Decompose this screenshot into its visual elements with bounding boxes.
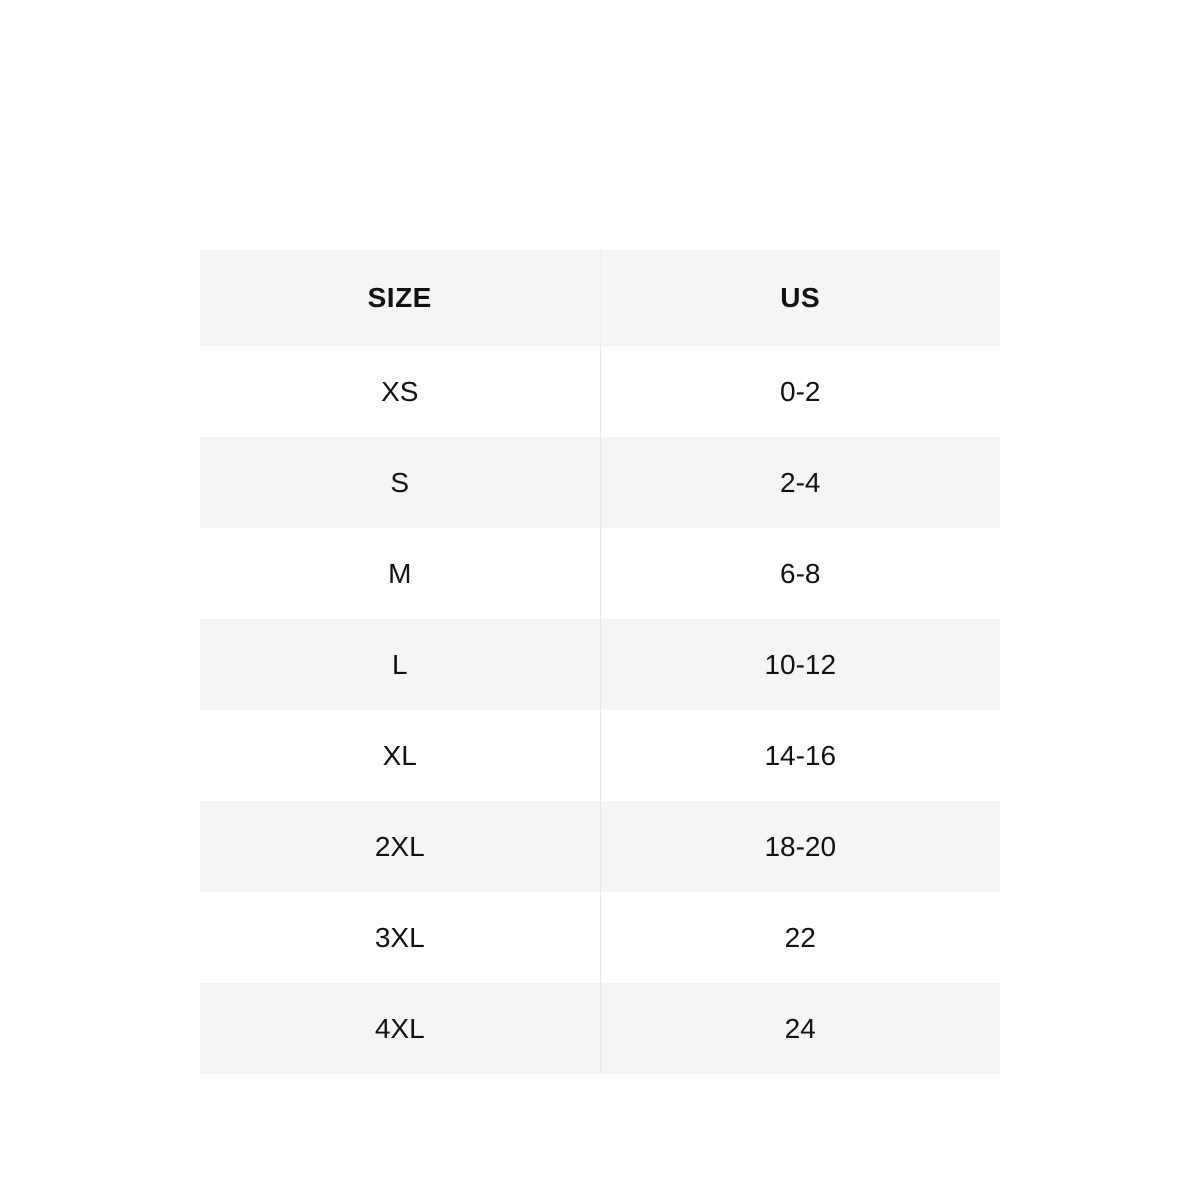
cell-us: 2-4 (600, 437, 1000, 528)
table-header-row (200, 250, 1000, 346)
table-row (200, 346, 1000, 437)
size-conversion-table (200, 250, 1000, 1074)
cell-size: S (200, 437, 600, 528)
cell-size: 2XL (200, 801, 600, 892)
size-chart-container (200, 250, 1000, 1074)
cell-size: 3XL (200, 892, 600, 983)
column-header-us: US (600, 250, 1000, 346)
cell-us: 18-20 (600, 801, 1000, 892)
cell-us: 6-8 (600, 528, 1000, 619)
cell-us: 10-12 (600, 619, 1000, 710)
cell-us: 14-16 (600, 710, 1000, 801)
table-row (200, 437, 1000, 528)
column-header-size: SIZE (200, 250, 600, 346)
table-row (200, 710, 1000, 801)
table-row (200, 892, 1000, 983)
table-body (200, 346, 1000, 1074)
table-row (200, 619, 1000, 710)
cell-us: 0-2 (600, 346, 1000, 437)
cell-size: L (200, 619, 600, 710)
cell-size: XS (200, 346, 600, 437)
table-row (200, 528, 1000, 619)
cell-us: 24 (600, 983, 1000, 1074)
cell-us: 22 (600, 892, 1000, 983)
table-row (200, 801, 1000, 892)
cell-size: 4XL (200, 983, 600, 1074)
table-row (200, 983, 1000, 1074)
table-header (200, 250, 1000, 346)
cell-size: XL (200, 710, 600, 801)
cell-size: M (200, 528, 600, 619)
